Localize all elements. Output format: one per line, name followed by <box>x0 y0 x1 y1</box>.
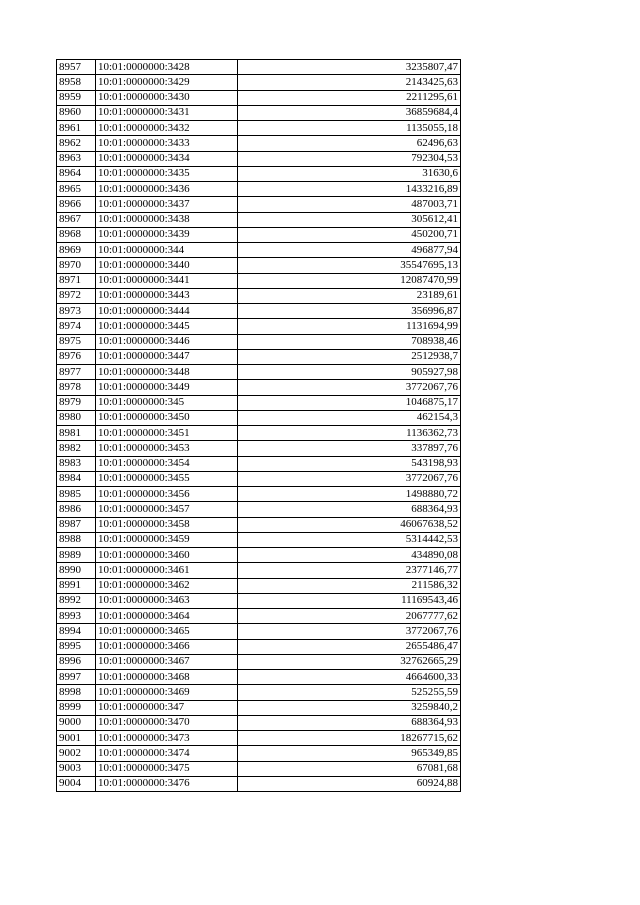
row-number-cell: 8963 <box>57 151 96 166</box>
row-number-cell: 8980 <box>57 410 96 425</box>
table-row <box>57 670 461 685</box>
value-cell: 337897,76 <box>238 441 461 456</box>
table-row <box>57 441 461 456</box>
cadastral-number-cell: 10:01:0000000:3453 <box>96 441 238 456</box>
table-row <box>57 471 461 486</box>
table-row <box>57 136 461 151</box>
cadastral-number-cell: 10:01:0000000:3445 <box>96 319 238 334</box>
cadastral-number-cell: 10:01:0000000:345 <box>96 395 238 410</box>
cadastral-number-cell: 10:01:0000000:3476 <box>96 776 238 791</box>
value-cell: 525255,59 <box>238 685 461 700</box>
table-row <box>57 90 461 105</box>
table-row <box>57 532 461 547</box>
value-cell: 36859684,4 <box>238 105 461 120</box>
row-number-cell: 9004 <box>57 776 96 791</box>
value-cell: 67081,68 <box>238 761 461 776</box>
value-cell: 1498880,72 <box>238 487 461 502</box>
cadastral-number-cell: 10:01:0000000:3433 <box>96 136 238 151</box>
cadastral-number-cell: 10:01:0000000:3456 <box>96 487 238 502</box>
table-row <box>57 288 461 303</box>
row-number-cell: 8983 <box>57 456 96 471</box>
value-cell: 5314442,53 <box>238 532 461 547</box>
table-row <box>57 548 461 563</box>
row-number-cell: 8969 <box>57 243 96 258</box>
cadastral-number-cell: 10:01:0000000:3431 <box>96 105 238 120</box>
cadastral-number-cell: 10:01:0000000:347 <box>96 700 238 715</box>
row-number-cell: 8976 <box>57 349 96 364</box>
table-row <box>57 166 461 181</box>
value-cell: 688364,93 <box>238 502 461 517</box>
table-row <box>57 60 461 75</box>
value-cell: 3235807,47 <box>238 60 461 75</box>
cadastral-number-cell: 10:01:0000000:3475 <box>96 761 238 776</box>
cadastral-number-cell: 10:01:0000000:3438 <box>96 212 238 227</box>
table-row <box>57 75 461 90</box>
table-row <box>57 410 461 425</box>
cadastral-number-cell: 10:01:0000000:3429 <box>96 75 238 90</box>
cadastral-number-cell: 10:01:0000000:3463 <box>96 593 238 608</box>
value-cell: 31630,6 <box>238 166 461 181</box>
row-number-cell: 8990 <box>57 563 96 578</box>
value-cell: 1046875,17 <box>238 395 461 410</box>
row-number-cell: 8973 <box>57 304 96 319</box>
table-body <box>57 60 461 792</box>
table-row <box>57 197 461 212</box>
row-number-cell: 8968 <box>57 227 96 242</box>
table-row <box>57 487 461 502</box>
value-cell: 305612,41 <box>238 212 461 227</box>
cadastral-number-cell: 10:01:0000000:3449 <box>96 380 238 395</box>
table-row <box>57 273 461 288</box>
value-cell: 2143425,63 <box>238 75 461 90</box>
row-number-cell: 8978 <box>57 380 96 395</box>
cadastral-number-cell: 10:01:0000000:3461 <box>96 563 238 578</box>
value-cell: 1136362,73 <box>238 426 461 441</box>
cadastral-number-cell: 10:01:0000000:3455 <box>96 471 238 486</box>
row-number-cell: 8995 <box>57 639 96 654</box>
row-number-cell: 8957 <box>57 60 96 75</box>
cadastral-number-cell: 10:01:0000000:3451 <box>96 426 238 441</box>
cadastral-number-cell: 10:01:0000000:3465 <box>96 624 238 639</box>
value-cell: 3259840,2 <box>238 700 461 715</box>
cadastral-number-cell: 10:01:0000000:3466 <box>96 639 238 654</box>
table-row <box>57 609 461 624</box>
table-row <box>57 624 461 639</box>
value-cell: 450200,71 <box>238 227 461 242</box>
value-cell: 46067638,52 <box>238 517 461 532</box>
row-number-cell: 8977 <box>57 365 96 380</box>
table-row <box>57 731 461 746</box>
value-cell: 688364,93 <box>238 715 461 730</box>
table-row <box>57 151 461 166</box>
cadastral-number-cell: 10:01:0000000:3467 <box>96 654 238 669</box>
value-cell: 1135055,18 <box>238 121 461 136</box>
cadastral-number-cell: 10:01:0000000:3440 <box>96 258 238 273</box>
row-number-cell: 8993 <box>57 609 96 624</box>
row-number-cell: 8987 <box>57 517 96 532</box>
cadastral-number-cell: 10:01:0000000:3460 <box>96 548 238 563</box>
table-row <box>57 578 461 593</box>
row-number-cell: 8991 <box>57 578 96 593</box>
cadastral-number-cell: 10:01:0000000:3458 <box>96 517 238 532</box>
row-number-cell: 8971 <box>57 273 96 288</box>
row-number-cell: 8996 <box>57 654 96 669</box>
value-cell: 1131694,99 <box>238 319 461 334</box>
value-cell: 12087470,99 <box>238 273 461 288</box>
row-number-cell: 8994 <box>57 624 96 639</box>
table-row <box>57 563 461 578</box>
table-row <box>57 258 461 273</box>
cadastral-number-cell: 10:01:0000000:3441 <box>96 273 238 288</box>
row-number-cell: 8988 <box>57 532 96 547</box>
row-number-cell: 8967 <box>57 212 96 227</box>
cadastral-number-cell: 10:01:0000000:3454 <box>96 456 238 471</box>
cadastral-number-cell: 10:01:0000000:3439 <box>96 227 238 242</box>
table-row <box>57 502 461 517</box>
table-row <box>57 227 461 242</box>
cadastral-number-cell: 10:01:0000000:3437 <box>96 197 238 212</box>
table-row <box>57 395 461 410</box>
row-number-cell: 8985 <box>57 487 96 502</box>
table-row <box>57 349 461 364</box>
value-cell: 2377146,77 <box>238 563 461 578</box>
cadastral-number-cell: 10:01:0000000:3436 <box>96 182 238 197</box>
table-row <box>57 593 461 608</box>
value-cell: 3772067,76 <box>238 624 461 639</box>
cadastral-number-cell: 10:01:0000000:3457 <box>96 502 238 517</box>
table-row <box>57 304 461 319</box>
table-row <box>57 715 461 730</box>
row-number-cell: 8975 <box>57 334 96 349</box>
table-row <box>57 334 461 349</box>
value-cell: 965349,85 <box>238 746 461 761</box>
cadastral-number-cell: 10:01:0000000:3459 <box>96 532 238 547</box>
cadastral-number-cell: 10:01:0000000:3446 <box>96 334 238 349</box>
table-row <box>57 182 461 197</box>
row-number-cell: 8986 <box>57 502 96 517</box>
table-row <box>57 761 461 776</box>
cadastral-number-cell: 10:01:0000000:3428 <box>96 60 238 75</box>
cadastral-number-cell: 10:01:0000000:3470 <box>96 715 238 730</box>
table-row <box>57 746 461 761</box>
value-cell: 18267715,62 <box>238 731 461 746</box>
value-cell: 60924,88 <box>238 776 461 791</box>
row-number-cell: 8998 <box>57 685 96 700</box>
row-number-cell: 8959 <box>57 90 96 105</box>
value-cell: 356996,87 <box>238 304 461 319</box>
cadastral-number-cell: 10:01:0000000:3474 <box>96 746 238 761</box>
cadastral-number-cell: 10:01:0000000:344 <box>96 243 238 258</box>
row-number-cell: 8989 <box>57 548 96 563</box>
table-row <box>57 456 461 471</box>
value-cell: 2067777,62 <box>238 609 461 624</box>
value-cell: 11169543,46 <box>238 593 461 608</box>
cadastral-number-cell: 10:01:0000000:3462 <box>96 578 238 593</box>
row-number-cell: 8997 <box>57 670 96 685</box>
row-number-cell: 9001 <box>57 731 96 746</box>
row-number-cell: 8966 <box>57 197 96 212</box>
row-number-cell: 8970 <box>57 258 96 273</box>
value-cell: 35547695,13 <box>238 258 461 273</box>
table-row <box>57 365 461 380</box>
row-number-cell: 8999 <box>57 700 96 715</box>
row-number-cell: 8979 <box>57 395 96 410</box>
row-number-cell: 8965 <box>57 182 96 197</box>
cadastral-number-cell: 10:01:0000000:3443 <box>96 288 238 303</box>
table-row <box>57 105 461 120</box>
row-number-cell: 8972 <box>57 288 96 303</box>
cadastral-number-cell: 10:01:0000000:3430 <box>96 90 238 105</box>
table-row <box>57 212 461 227</box>
value-cell: 211586,32 <box>238 578 461 593</box>
value-cell: 2655486,47 <box>238 639 461 654</box>
row-number-cell: 8961 <box>57 121 96 136</box>
table-row <box>57 380 461 395</box>
table-row <box>57 685 461 700</box>
table-row <box>57 776 461 791</box>
value-cell: 487003,71 <box>238 197 461 212</box>
value-cell: 905927,98 <box>238 365 461 380</box>
cadastral-number-cell: 10:01:0000000:3473 <box>96 731 238 746</box>
table-row <box>57 639 461 654</box>
table-row <box>57 319 461 334</box>
cadastral-number-cell: 10:01:0000000:3444 <box>96 304 238 319</box>
value-cell: 496877,94 <box>238 243 461 258</box>
row-number-cell: 9002 <box>57 746 96 761</box>
row-number-cell: 8960 <box>57 105 96 120</box>
value-cell: 62496,63 <box>238 136 461 151</box>
value-cell: 462154,3 <box>238 410 461 425</box>
value-cell: 3772067,76 <box>238 471 461 486</box>
value-cell: 434890,08 <box>238 548 461 563</box>
value-cell: 2211295,61 <box>238 90 461 105</box>
cadastral-number-cell: 10:01:0000000:3464 <box>96 609 238 624</box>
cadastral-number-cell: 10:01:0000000:3432 <box>96 121 238 136</box>
cadastral-number-cell: 10:01:0000000:3469 <box>96 685 238 700</box>
row-number-cell: 8981 <box>57 426 96 441</box>
row-number-cell: 8964 <box>57 166 96 181</box>
data-table <box>56 59 461 792</box>
row-number-cell: 9000 <box>57 715 96 730</box>
value-cell: 543198,93 <box>238 456 461 471</box>
cadastral-number-cell: 10:01:0000000:3450 <box>96 410 238 425</box>
row-number-cell: 8974 <box>57 319 96 334</box>
row-number-cell: 8992 <box>57 593 96 608</box>
value-cell: 4664600,33 <box>238 670 461 685</box>
cadastral-number-cell: 10:01:0000000:3468 <box>96 670 238 685</box>
table-row <box>57 654 461 669</box>
table-row <box>57 700 461 715</box>
row-number-cell: 8982 <box>57 441 96 456</box>
value-cell: 2512938,7 <box>238 349 461 364</box>
cadastral-number-cell: 10:01:0000000:3448 <box>96 365 238 380</box>
table-row <box>57 121 461 136</box>
row-number-cell: 8984 <box>57 471 96 486</box>
value-cell: 32762665,29 <box>238 654 461 669</box>
value-cell: 792304,53 <box>238 151 461 166</box>
cadastral-number-cell: 10:01:0000000:3447 <box>96 349 238 364</box>
table-row <box>57 426 461 441</box>
cadastral-number-cell: 10:01:0000000:3435 <box>96 166 238 181</box>
table-row <box>57 243 461 258</box>
value-cell: 3772067,76 <box>238 380 461 395</box>
row-number-cell: 9003 <box>57 761 96 776</box>
value-cell: 1433216,89 <box>238 182 461 197</box>
value-cell: 708938,46 <box>238 334 461 349</box>
value-cell: 23189,61 <box>238 288 461 303</box>
row-number-cell: 8962 <box>57 136 96 151</box>
cadastral-number-cell: 10:01:0000000:3434 <box>96 151 238 166</box>
row-number-cell: 8958 <box>57 75 96 90</box>
table-row <box>57 517 461 532</box>
